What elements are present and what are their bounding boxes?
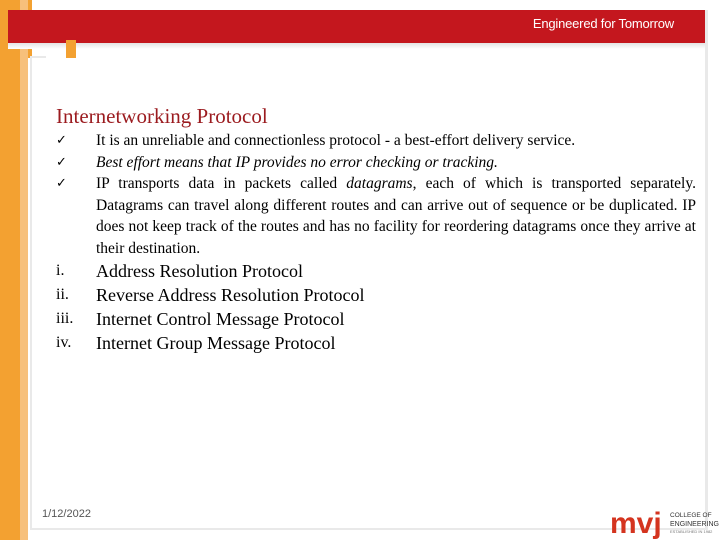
bullet-text: Best effort means that IP provides no error checking or tracking. (96, 153, 498, 171)
frame-tab (66, 40, 76, 58)
bullet-item (56, 173, 696, 259)
list-label: Internet Control Message Protocol (96, 309, 345, 329)
slide-date: 1/12/2022 (42, 508, 91, 520)
checkmark-icon: ✓ (56, 154, 67, 170)
list-item (56, 259, 696, 283)
list-number: iii. (56, 310, 74, 327)
list-number: ii. (56, 286, 69, 303)
frame-inner-left (30, 58, 32, 528)
checkmark-icon: ✓ (56, 176, 67, 191)
list-number: i. (56, 262, 65, 279)
list-number: iv. (56, 334, 72, 351)
bullet-item (56, 152, 696, 174)
bullet-text: It is an unreliable and connectionless protocol - a best-effort delivery service. (96, 132, 576, 149)
list-item (56, 307, 696, 331)
list-item (56, 283, 696, 307)
frame-bottom (30, 528, 708, 530)
logo-m: mvj (610, 507, 662, 540)
datagrams-term: datagrams (346, 175, 413, 192)
frame-left-stripe (0, 0, 20, 540)
list-label: Internet Group Message Protocol (96, 333, 336, 353)
bullet-item (56, 130, 696, 152)
list-label: Address Resolution Protocol (96, 261, 303, 281)
list-label: Reverse Address Resolution Protocol (96, 285, 365, 305)
frame-inner-top (30, 56, 46, 58)
slide-title: Internetworking Protocol (56, 104, 268, 128)
header-shadow (8, 43, 705, 49)
college-logo (610, 505, 720, 540)
frame-right (705, 10, 708, 530)
logo-line2: ENGINEERING (670, 521, 720, 528)
frame-left-stripe-light (20, 0, 28, 540)
bullet-list (56, 130, 696, 259)
header-tagline: Engineered for Tomorrow (532, 16, 674, 31)
logo-line1: COLLEGE OF (670, 512, 712, 519)
list-item (56, 331, 696, 355)
logo-line3: ESTABLISHED IN 1982 (670, 529, 713, 534)
checkmark-icon: ✓ (56, 133, 67, 148)
protocol-list (56, 259, 696, 355)
bullet-text: IP transports data in packets called datagrams, each of which is transported separately. Datagrams can travel along different routes and can arrive out of sequence or be duplicated. IP does not keep track of the routes and has no facility for reordering datagrams once they arrive at their destination. (96, 175, 696, 257)
